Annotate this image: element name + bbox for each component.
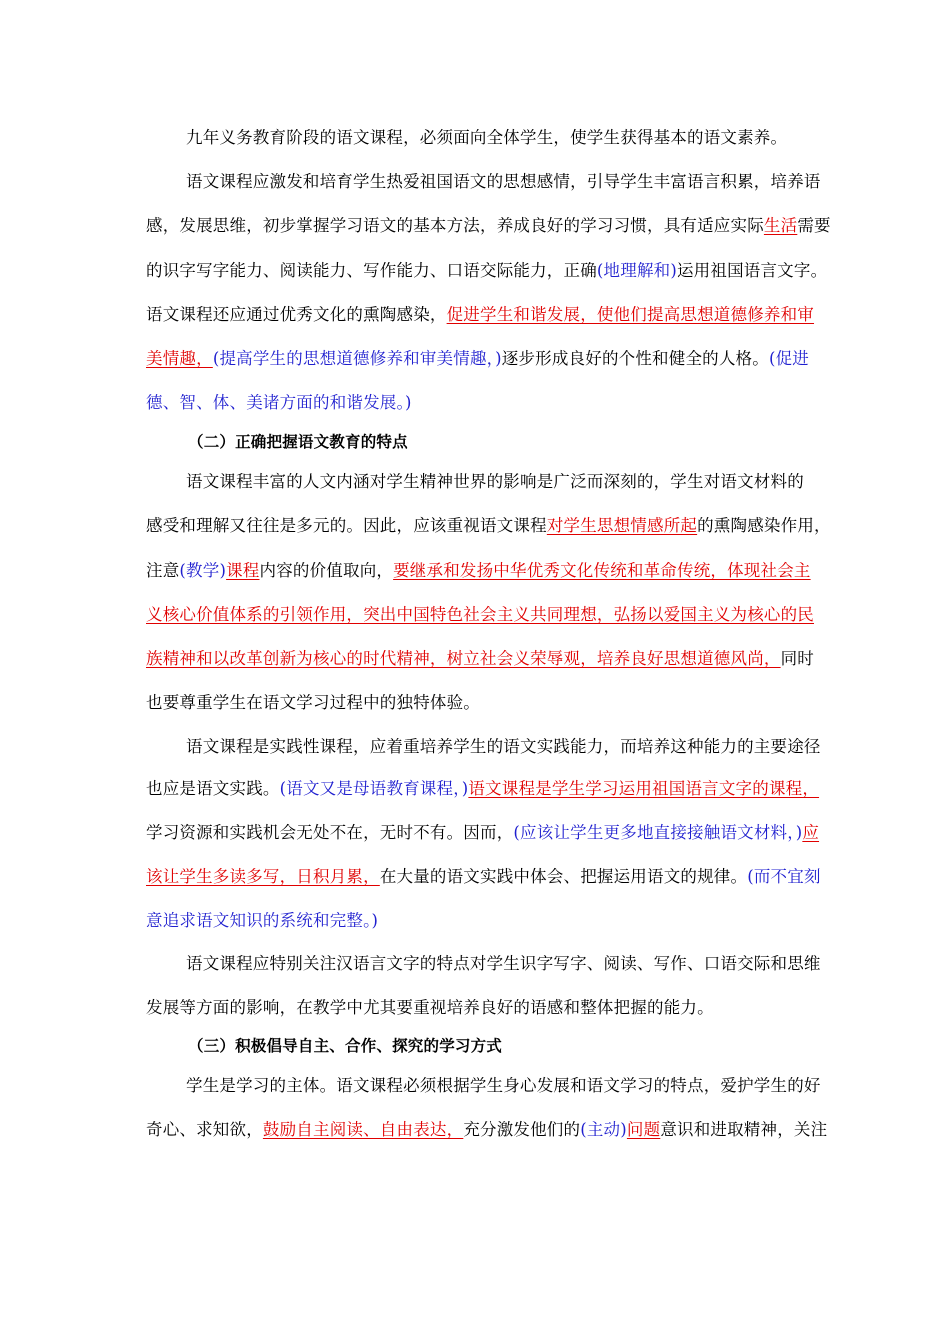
body-text: 九年义务教育阶段的语文课程，必须面向全体学生，使学生获得基本的语文素养。 (186, 128, 788, 147)
body-text: 注意 (146, 561, 180, 580)
body-text: 内容的价值取向， (259, 561, 394, 580)
body-text: 学习资源和实践机会无处不在，无时不有。因而， (146, 823, 514, 842)
revision-insert-text: 语文课程是学生学习运用祖国语言文字的课程， (468, 779, 820, 798)
revision-delete-text: 德、智、体、美诸方面的和谐发展。) (146, 393, 412, 412)
body-text: 在大量的语文实践中体会、把握运用语文的规律。 (379, 867, 748, 886)
paragraph-line (146, 604, 814, 626)
body-text: 语文课程丰富的人文内涵对学生精神世界的影响是广泛而深刻的，学生对语文材料的 (186, 472, 804, 491)
revision-insert-text: 应 (802, 823, 820, 842)
paragraph-line (186, 471, 804, 493)
paragraph-line (146, 997, 714, 1019)
body-text: 也应是语文实践。 (146, 779, 280, 798)
revision-insert-text: 生活 (763, 216, 798, 235)
revision-delete-text: (提高学生的思想道德修养和审美情趣，) (212, 349, 502, 368)
paragraph-line (146, 910, 378, 932)
body-text: 发展等方面的影响，在教学中尤其要重视培养良好的语感和整体把握的能力。 (146, 998, 714, 1017)
revision-insert-text: 对学生思想情感所起 (546, 516, 698, 535)
revision-insert-text: 要继承和发扬中华优秀文化传统和革命传统，体现社会主 (393, 561, 811, 580)
body-text: 需要 (797, 216, 831, 235)
paragraph-line (186, 1075, 821, 1097)
paragraph-line (146, 1119, 827, 1141)
paragraph-line (146, 778, 819, 800)
revision-insert-text: 美情趣， (146, 349, 213, 368)
revision-insert-text: 义核心价值体系的引领作用，突出中国特色社会主义共同理想，弘扬以爱国主义为核心的民 (146, 605, 814, 624)
body-text: 的识字写字能力、阅读能力、写作能力、口语交际能力，正确 (146, 261, 597, 280)
section-heading (188, 1035, 502, 1057)
paragraph-line (186, 127, 787, 149)
body-text: 逐步形成良好的个性和健全的人格。 (501, 349, 769, 368)
body-text: （三）积极倡导自主、合作、探究的学习方式 (188, 1037, 503, 1055)
body-text: 奇心、求知欲， (146, 1120, 263, 1139)
paragraph-line (186, 736, 821, 758)
revision-insert-text: 该让学生多读多写，日积月累， (146, 867, 380, 886)
paragraph-line (146, 260, 827, 282)
revision-insert-text: 族精神和以改革创新为核心的时代精神，树立社会义荣辱观，培养良好思想道德风尚， (146, 649, 781, 668)
revision-delete-text: (语文又是母语教育课程，) (279, 779, 469, 798)
revision-delete-text: (应该让学生更多地直接接触语文材料，) (513, 823, 803, 842)
body-text: 语文课程应激发和培育学生热爱祖国语文的思想感情，引导学生丰富语言积累，培养语 (186, 172, 821, 191)
paragraph-line (146, 215, 831, 237)
revision-insert-text: 促进学生和谐发展，使他们提高思想道德修养和审 (446, 305, 815, 324)
body-text: 的熏陶感染作用， (697, 516, 831, 535)
body-text: 意识和进取精神，关注 (660, 1120, 828, 1139)
paragraph-line (146, 515, 831, 537)
revision-insert-text: 课程 (226, 561, 260, 580)
revision-delete-text: (促进 (768, 349, 809, 368)
body-text: 语文课程还应通过优秀文化的熏陶感染， (146, 305, 447, 324)
paragraph-line (146, 348, 809, 370)
body-text: 学生是学习的主体。语文课程必须根据学生身心发展和语文学习的特点，爱护学生的好 (186, 1076, 821, 1095)
paragraph-line (186, 953, 821, 975)
body-text: 同时 (780, 649, 815, 668)
paragraph-line (146, 822, 819, 844)
paragraph-line (186, 171, 821, 193)
body-text: （二）正确把握语文教育的特点 (188, 433, 408, 451)
body-text: 感，发展思维，初步掌握学习语文的基本方法，养成良好的学习习惯，具有适应实际 (146, 216, 764, 235)
revision-delete-text: (教学) (179, 561, 227, 580)
paragraph-line (146, 304, 814, 326)
paragraph-line (146, 692, 480, 714)
paragraph-line (146, 866, 821, 888)
body-text: 充分激发他们的 (463, 1120, 581, 1139)
paragraph-line (146, 648, 814, 670)
paragraph-line (146, 560, 811, 582)
body-text: 语文课程是实践性课程，应着重培养学生的语文实践能力，而培养这种能力的主要途径 (186, 737, 821, 756)
revision-insert-text: 问题 (626, 1120, 661, 1139)
body-text: 运用祖国语言文字。 (676, 261, 828, 280)
revision-insert-text: 鼓励自主阅读、自由表达， (262, 1120, 464, 1139)
body-text: 感受和理解又往往是多元的。因此，应该重视语文课程 (146, 516, 547, 535)
revision-delete-text: (地理解和) (596, 261, 677, 280)
revision-delete-text: 意追求语文知识的系统和完整。) (146, 911, 379, 930)
paragraph-line (146, 392, 412, 414)
body-text: 语文课程应特别关注汉语言文字的特点对学生识字写字、阅读、写作、口语交际和思维 (186, 954, 821, 973)
body-text: 也要尊重学生在语文学习过程中的独特体验。 (146, 693, 480, 712)
revision-delete-text: (而不宜刻 (747, 867, 821, 886)
revision-delete-text: (主动) (580, 1120, 627, 1139)
section-heading (188, 431, 408, 453)
